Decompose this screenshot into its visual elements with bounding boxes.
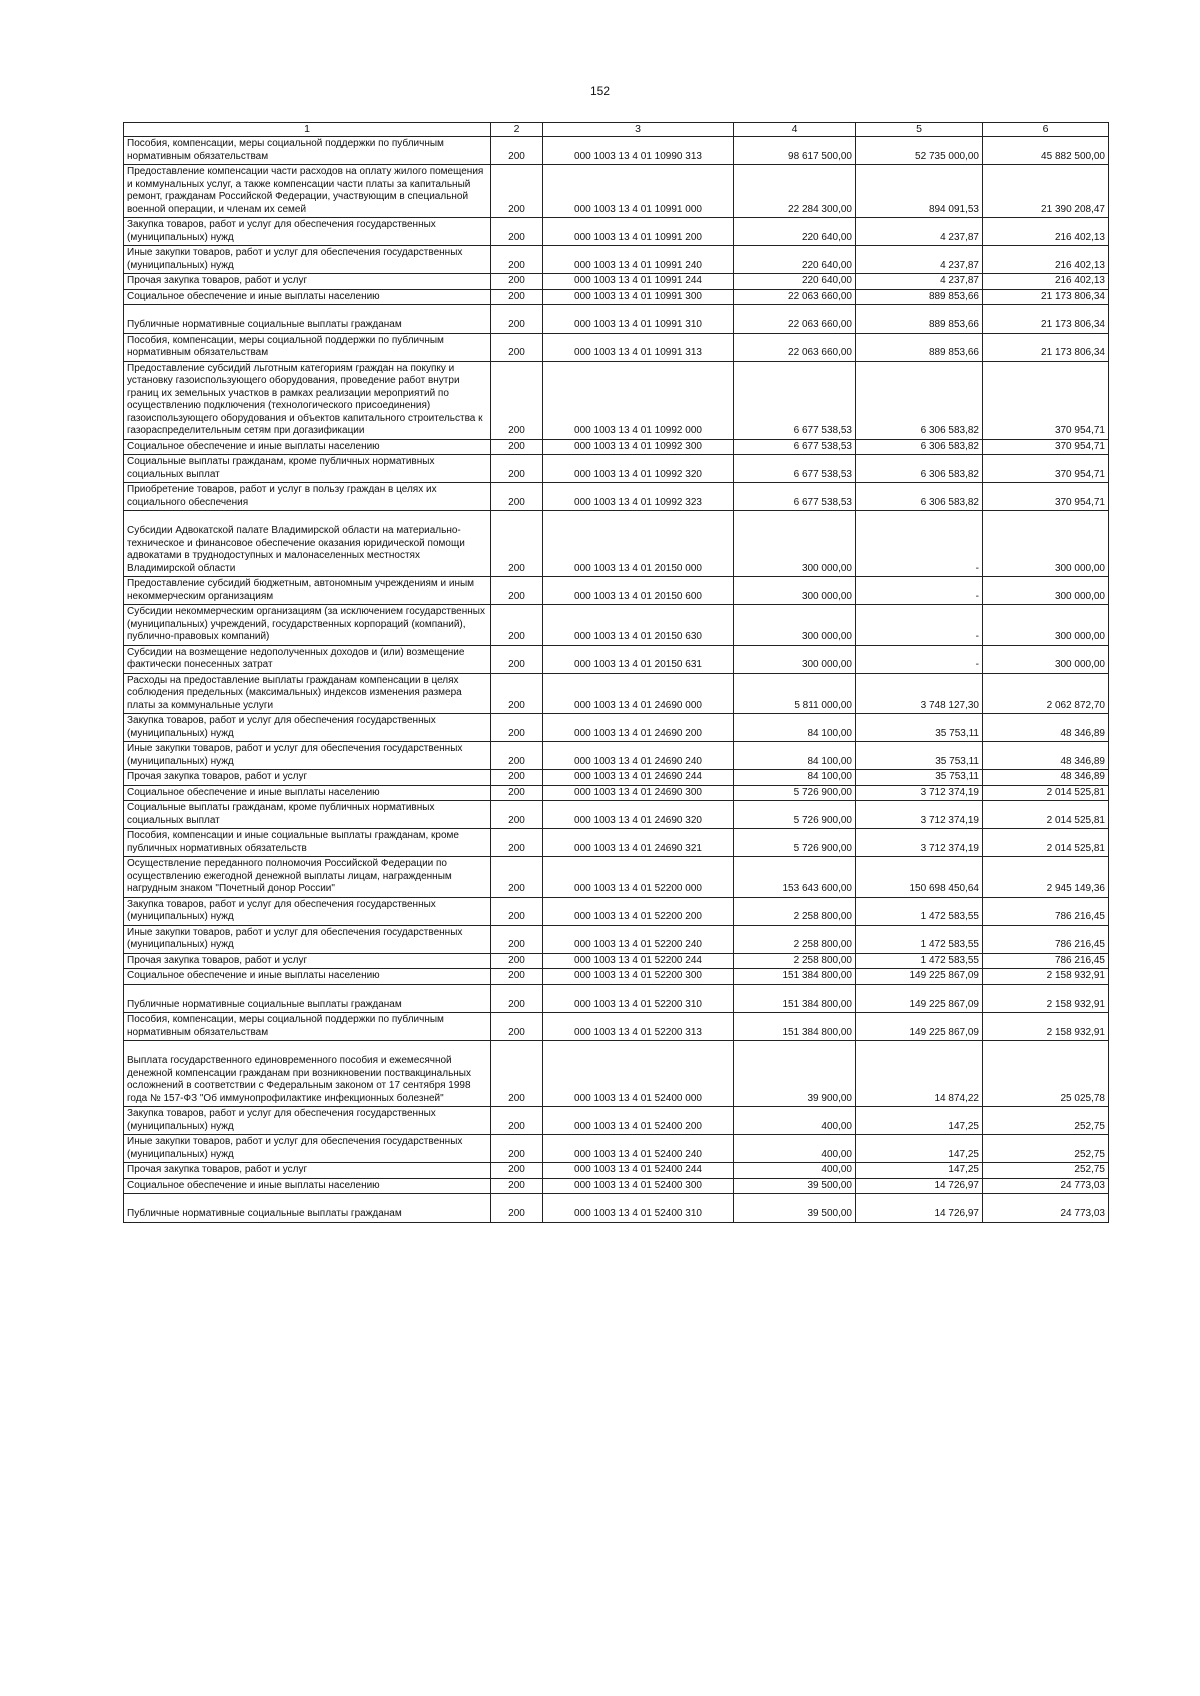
table-row (124, 969, 1109, 985)
column-header: 2 (491, 123, 543, 137)
row-code-cell: 000 1003 13 4 01 10991 244 (543, 274, 734, 290)
row-code-cell: 000 1003 13 4 01 52400 310 (543, 1194, 734, 1223)
row-column5-value: 1 472 583,55 (856, 953, 983, 969)
row-column4-value: 39 900,00 (734, 1041, 856, 1107)
row-column4-value: 6 677 538,53 (734, 483, 856, 511)
row-code-cell: 000 1003 13 4 01 24690 321 (543, 829, 734, 857)
row-name-cell: Социальное обеспечение и иные выплаты населению (124, 1178, 491, 1194)
row-column2-cell: 200 (491, 925, 543, 953)
table-row (124, 511, 1109, 577)
table-row (124, 801, 1109, 829)
row-column4-value: 98 617 500,00 (734, 137, 856, 165)
row-code-cell: 000 1003 13 4 01 52400 200 (543, 1107, 734, 1135)
row-column6-value: 2 158 932,91 (983, 969, 1109, 985)
row-column6-value: 2 158 932,91 (983, 1013, 1109, 1041)
row-column6-value: 2 945 149,36 (983, 857, 1109, 898)
table-row (124, 439, 1109, 455)
row-name-cell: Пособия, компенсации, меры социальной поддержки по публичным нормативным обязательствам (124, 137, 491, 165)
row-code-cell: 000 1003 13 4 01 52200 244 (543, 953, 734, 969)
row-name-cell: Пособия, компенсации, меры социальной поддержки по публичным нормативным обязательствам (124, 1013, 491, 1041)
table-row (124, 673, 1109, 714)
row-column2-cell: 200 (491, 857, 543, 898)
row-column5-value: 6 306 583,82 (856, 439, 983, 455)
row-column4-value: 400,00 (734, 1135, 856, 1163)
row-column5-value: 3 712 374,19 (856, 829, 983, 857)
row-column2-cell: 200 (491, 1194, 543, 1223)
row-name-cell: Приобретение товаров, работ и услуг в пользу граждан в целях их социального обеспечения (124, 483, 491, 511)
row-code-cell: 000 1003 13 4 01 24690 300 (543, 785, 734, 801)
row-column2-cell: 200 (491, 1163, 543, 1179)
row-column2-cell: 200 (491, 801, 543, 829)
row-column2-cell: 200 (491, 305, 543, 334)
row-column6-value: 25 025,78 (983, 1041, 1109, 1107)
row-column6-value: 370 954,71 (983, 483, 1109, 511)
row-column5-value: 35 753,11 (856, 714, 983, 742)
row-code-cell: 000 1003 13 4 01 52400 300 (543, 1178, 734, 1194)
row-column5-value: - (856, 645, 983, 673)
row-column2-cell: 200 (491, 984, 543, 1013)
row-column6-value: 370 954,71 (983, 455, 1109, 483)
row-column6-value: 2 062 872,70 (983, 673, 1109, 714)
row-column4-value: 5 726 900,00 (734, 785, 856, 801)
table-body (124, 137, 1109, 1223)
table-row (124, 165, 1109, 218)
row-code-cell: 000 1003 13 4 01 20150 600 (543, 577, 734, 605)
row-column2-cell: 200 (491, 714, 543, 742)
row-column4-value: 151 384 800,00 (734, 1013, 856, 1041)
row-column2-cell: 200 (491, 165, 543, 218)
row-name-cell: Иные закупки товаров, работ и услуг для обеспечения государственных (муниципальных) нужд (124, 742, 491, 770)
row-code-cell: 000 1003 13 4 01 52200 000 (543, 857, 734, 898)
row-code-cell: 000 1003 13 4 01 10991 300 (543, 289, 734, 305)
table-row (124, 305, 1109, 334)
row-column6-value: 24 773,03 (983, 1178, 1109, 1194)
row-column2-cell: 200 (491, 455, 543, 483)
row-code-cell: 000 1003 13 4 01 10991 240 (543, 246, 734, 274)
row-column4-value: 300 000,00 (734, 511, 856, 577)
row-column6-value: 2 014 525,81 (983, 829, 1109, 857)
row-code-cell: 000 1003 13 4 01 10991 200 (543, 218, 734, 246)
table-row (124, 361, 1109, 439)
row-column6-value: 300 000,00 (983, 605, 1109, 646)
row-name-cell: Пособия, компенсации и иные социальные выплаты гражданам, кроме публичных нормативных обязательств (124, 829, 491, 857)
row-column4-value: 39 500,00 (734, 1178, 856, 1194)
table-row (124, 742, 1109, 770)
row-code-cell: 000 1003 13 4 01 10992 320 (543, 455, 734, 483)
row-code-cell: 000 1003 13 4 01 20150 000 (543, 511, 734, 577)
row-code-cell: 000 1003 13 4 01 24690 244 (543, 770, 734, 786)
row-column4-value: 153 643 600,00 (734, 857, 856, 898)
row-column2-cell: 200 (491, 969, 543, 985)
table-row (124, 455, 1109, 483)
row-column6-value: 786 216,45 (983, 897, 1109, 925)
row-code-cell: 000 1003 13 4 01 24690 000 (543, 673, 734, 714)
row-column6-value: 252,75 (983, 1135, 1109, 1163)
row-code-cell: 000 1003 13 4 01 10991 313 (543, 333, 734, 361)
row-code-cell: 000 1003 13 4 01 52400 000 (543, 1041, 734, 1107)
row-column6-value: 300 000,00 (983, 511, 1109, 577)
row-column4-value: 2 258 800,00 (734, 953, 856, 969)
row-column5-value: 3 748 127,30 (856, 673, 983, 714)
row-column4-value: 22 063 660,00 (734, 333, 856, 361)
row-name-cell: Социальное обеспечение и иные выплаты населению (124, 969, 491, 985)
row-column2-cell: 200 (491, 953, 543, 969)
row-code-cell: 000 1003 13 4 01 10992 000 (543, 361, 734, 439)
row-column4-value: 400,00 (734, 1107, 856, 1135)
row-column5-value: 3 712 374,19 (856, 785, 983, 801)
row-code-cell: 000 1003 13 4 01 52400 244 (543, 1163, 734, 1179)
row-column4-value: 22 063 660,00 (734, 305, 856, 334)
row-column5-value: 14 726,97 (856, 1194, 983, 1223)
row-column4-value: 22 063 660,00 (734, 289, 856, 305)
table-row (124, 770, 1109, 786)
row-column5-value: 1 472 583,55 (856, 925, 983, 953)
row-column2-cell: 200 (491, 605, 543, 646)
table-row (124, 605, 1109, 646)
row-column4-value: 220 640,00 (734, 274, 856, 290)
row-column2-cell: 200 (491, 218, 543, 246)
row-column4-value: 6 677 538,53 (734, 361, 856, 439)
row-column6-value: 370 954,71 (983, 439, 1109, 455)
row-column2-cell: 200 (491, 274, 543, 290)
row-column4-value: 22 284 300,00 (734, 165, 856, 218)
row-column5-value: - (856, 605, 983, 646)
row-column4-value: 151 384 800,00 (734, 969, 856, 985)
row-code-cell: 000 1003 13 4 01 10992 300 (543, 439, 734, 455)
table-row (124, 829, 1109, 857)
row-column6-value: 252,75 (983, 1163, 1109, 1179)
row-name-cell: Субсидии Адвокатской палате Владимирской области на материально-техническое и финансовое обеспечение оказания юридической помощи адвокатами в труднодоступных и малонаселенных местностях Владимирской области (124, 511, 491, 577)
row-column4-value: 6 677 538,53 (734, 455, 856, 483)
row-column6-value: 21 390 208,47 (983, 165, 1109, 218)
row-name-cell: Закупка товаров, работ и услуг для обеспечения государственных (муниципальных) нужд (124, 714, 491, 742)
table-row (124, 953, 1109, 969)
row-name-cell: Закупка товаров, работ и услуг для обеспечения государственных (муниципальных) нужд (124, 897, 491, 925)
table-row (124, 1163, 1109, 1179)
table-row (124, 897, 1109, 925)
row-name-cell: Социальные выплаты гражданам, кроме публичных нормативных социальных выплат (124, 455, 491, 483)
row-column6-value: 786 216,45 (983, 925, 1109, 953)
table-row (124, 483, 1109, 511)
row-name-cell: Социальное обеспечение и иные выплаты населению (124, 785, 491, 801)
table-row (124, 857, 1109, 898)
row-name-cell: Социальные выплаты гражданам, кроме публичных нормативных социальных выплат (124, 801, 491, 829)
row-column2-cell: 200 (491, 577, 543, 605)
row-name-cell: Прочая закупка товаров, работ и услуг (124, 953, 491, 969)
row-column5-value: 889 853,66 (856, 289, 983, 305)
row-column5-value: 149 225 867,09 (856, 969, 983, 985)
row-name-cell: Иные закупки товаров, работ и услуг для обеспечения государственных (муниципальных) нужд (124, 925, 491, 953)
row-column5-value: 35 753,11 (856, 770, 983, 786)
table-row (124, 218, 1109, 246)
row-name-cell: Субсидии некоммерческим организациям (за исключением государственных (муниципальных) учреждений, государственных корпораций (компаний), публично-правовых компаний) (124, 605, 491, 646)
row-column2-cell: 200 (491, 483, 543, 511)
row-name-cell: Пособия, компенсации, меры социальной поддержки по публичным нормативным обязательствам (124, 333, 491, 361)
table-row (124, 577, 1109, 605)
row-column2-cell: 200 (491, 742, 543, 770)
column-header: 1 (124, 123, 491, 137)
row-column2-cell: 200 (491, 673, 543, 714)
row-column2-cell: 200 (491, 1107, 543, 1135)
row-code-cell: 000 1003 13 4 01 52400 240 (543, 1135, 734, 1163)
row-column5-value: 4 237,87 (856, 218, 983, 246)
row-column2-cell: 200 (491, 645, 543, 673)
row-code-cell: 000 1003 13 4 01 20150 631 (543, 645, 734, 673)
table-row (124, 1194, 1109, 1223)
table-row (124, 1178, 1109, 1194)
row-code-cell: 000 1003 13 4 01 52200 200 (543, 897, 734, 925)
row-code-cell: 000 1003 13 4 01 10990 313 (543, 137, 734, 165)
table-row (124, 137, 1109, 165)
row-column4-value: 6 677 538,53 (734, 439, 856, 455)
row-column2-cell: 200 (491, 829, 543, 857)
row-column5-value: 147,25 (856, 1135, 983, 1163)
row-column5-value: 889 853,66 (856, 333, 983, 361)
row-code-cell: 000 1003 13 4 01 20150 630 (543, 605, 734, 646)
row-column4-value: 84 100,00 (734, 714, 856, 742)
row-code-cell: 000 1003 13 4 01 10991 000 (543, 165, 734, 218)
row-column6-value: 21 173 806,34 (983, 305, 1109, 334)
row-column5-value: 14 726,97 (856, 1178, 983, 1194)
row-name-cell: Публичные нормативные социальные выплаты гражданам (124, 984, 491, 1013)
row-code-cell: 000 1003 13 4 01 10992 323 (543, 483, 734, 511)
row-column5-value: 4 237,87 (856, 246, 983, 274)
row-name-cell: Закупка товаров, работ и услуг для обеспечения государственных (муниципальных) нужд (124, 218, 491, 246)
row-column5-value: 149 225 867,09 (856, 1013, 983, 1041)
table-row (124, 274, 1109, 290)
row-column4-value: 300 000,00 (734, 605, 856, 646)
row-column6-value: 21 173 806,34 (983, 333, 1109, 361)
row-column2-cell: 200 (491, 1135, 543, 1163)
column-header: 6 (983, 123, 1109, 137)
row-column5-value: 1 472 583,55 (856, 897, 983, 925)
row-name-cell: Осуществление переданного полномочия Российской Федерации по осуществлению ежегодной денежной выплаты лицам, награжденным нагрудным знаком "Почетный донор России" (124, 857, 491, 898)
row-column4-value: 220 640,00 (734, 218, 856, 246)
row-column5-value: 894 091,53 (856, 165, 983, 218)
row-name-cell: Публичные нормативные социальные выплаты гражданам (124, 305, 491, 334)
row-column6-value: 48 346,89 (983, 742, 1109, 770)
row-column4-value: 2 258 800,00 (734, 925, 856, 953)
row-column6-value: 2 014 525,81 (983, 785, 1109, 801)
row-name-cell: Социальное обеспечение и иные выплаты населению (124, 439, 491, 455)
table-row (124, 1013, 1109, 1041)
row-name-cell: Публичные нормативные социальные выплаты гражданам (124, 1194, 491, 1223)
budget-table (123, 122, 1109, 1223)
row-column6-value: 24 773,03 (983, 1194, 1109, 1223)
row-column5-value: - (856, 511, 983, 577)
row-name-cell: Предоставление компенсации части расходов на оплату жилого помещения и коммунальных услуг, а также компенсации части платы за капитальный ремонт, гражданам Российской Федерации, участвующим в специальной военной операции, и членам их семей (124, 165, 491, 218)
row-column4-value: 5 726 900,00 (734, 801, 856, 829)
row-column2-cell: 200 (491, 246, 543, 274)
row-column5-value: 14 874,22 (856, 1041, 983, 1107)
row-name-cell: Предоставление субсидий льготным категориям граждан на покупку и установку газоиспользующего оборудования, проведение работ внутри границ их земельных участков в рамках реализации мероприятий по осуществлению подключения (технологического присоединения) газоиспользующего оборудования и объектов капитального строительства к газораспределительным сетям при догазификации (124, 361, 491, 439)
row-column6-value: 216 402,13 (983, 218, 1109, 246)
row-column6-value: 300 000,00 (983, 577, 1109, 605)
row-name-cell: Расходы на предоставление выплаты гражданам компенсации в целях соблюдения предельных (максимальных) индексов изменения размера платы за коммунальные услуги (124, 673, 491, 714)
row-column6-value: 370 954,71 (983, 361, 1109, 439)
row-column4-value: 220 640,00 (734, 246, 856, 274)
row-code-cell: 000 1003 13 4 01 52200 240 (543, 925, 734, 953)
row-code-cell: 000 1003 13 4 01 52200 300 (543, 969, 734, 985)
column-header: 5 (856, 123, 983, 137)
column-header: 3 (543, 123, 734, 137)
row-name-cell: Прочая закупка товаров, работ и услуг (124, 770, 491, 786)
row-column2-cell: 200 (491, 137, 543, 165)
row-column4-value: 400,00 (734, 1163, 856, 1179)
row-column6-value: 300 000,00 (983, 645, 1109, 673)
row-column2-cell: 200 (491, 1041, 543, 1107)
row-name-cell: Прочая закупка товаров, работ и услуг (124, 274, 491, 290)
row-column6-value: 786 216,45 (983, 953, 1109, 969)
row-column6-value: 2 014 525,81 (983, 801, 1109, 829)
table-row (124, 925, 1109, 953)
table-row (124, 289, 1109, 305)
column-header: 4 (734, 123, 856, 137)
table-header-row (124, 123, 1109, 137)
row-name-cell: Предоставление субсидий бюджетным, автономным учреждениям и иным некоммерческим организациям (124, 577, 491, 605)
row-column6-value: 45 882 500,00 (983, 137, 1109, 165)
row-name-cell: Прочая закупка товаров, работ и услуг (124, 1163, 491, 1179)
table-row (124, 645, 1109, 673)
row-column5-value: 3 712 374,19 (856, 801, 983, 829)
row-column5-value: - (856, 577, 983, 605)
row-column2-cell: 200 (491, 770, 543, 786)
row-column6-value: 216 402,13 (983, 274, 1109, 290)
row-column4-value: 300 000,00 (734, 577, 856, 605)
table-row (124, 984, 1109, 1013)
row-column6-value: 48 346,89 (983, 770, 1109, 786)
row-code-cell: 000 1003 13 4 01 10991 310 (543, 305, 734, 334)
row-name-cell: Иные закупки товаров, работ и услуг для обеспечения государственных (муниципальных) нужд (124, 246, 491, 274)
table-row (124, 1135, 1109, 1163)
row-code-cell: 000 1003 13 4 01 52200 313 (543, 1013, 734, 1041)
row-column4-value: 39 500,00 (734, 1194, 856, 1223)
row-name-cell: Иные закупки товаров, работ и услуг для обеспечения государственных (муниципальных) нужд (124, 1135, 491, 1163)
row-column4-value: 84 100,00 (734, 770, 856, 786)
row-column5-value: 147,25 (856, 1107, 983, 1135)
row-name-cell: Выплата государственного единовременного пособия и ежемесячной денежной компенсации гражданам при возникновении поствакцинальных осложнений в соответствии с Федеральным законом от 17 сентября 1998 года № 157-ФЗ "Об иммунопрофилактике инфекционных болезней" (124, 1041, 491, 1107)
row-column5-value: 35 753,11 (856, 742, 983, 770)
row-column2-cell: 200 (491, 1013, 543, 1041)
page-number: 152 (589, 84, 611, 98)
row-name-cell: Закупка товаров, работ и услуг для обеспечения государственных (муниципальных) нужд (124, 1107, 491, 1135)
row-column2-cell: 200 (491, 785, 543, 801)
row-column2-cell: 200 (491, 361, 543, 439)
row-column6-value: 252,75 (983, 1107, 1109, 1135)
row-column5-value: 52 735 000,00 (856, 137, 983, 165)
row-code-cell: 000 1003 13 4 01 24690 320 (543, 801, 734, 829)
row-column4-value: 5 811 000,00 (734, 673, 856, 714)
row-column2-cell: 200 (491, 897, 543, 925)
row-column5-value: 6 306 583,82 (856, 483, 983, 511)
row-name-cell: Субсидии на возмещение недополученных доходов и (или) возмещение фактически понесенных затрат (124, 645, 491, 673)
row-column5-value: 149 225 867,09 (856, 984, 983, 1013)
row-column4-value: 84 100,00 (734, 742, 856, 770)
row-code-cell: 000 1003 13 4 01 24690 240 (543, 742, 734, 770)
row-column5-value: 889 853,66 (856, 305, 983, 334)
row-name-cell: Социальное обеспечение и иные выплаты населению (124, 289, 491, 305)
row-column4-value: 151 384 800,00 (734, 984, 856, 1013)
row-column5-value: 150 698 450,64 (856, 857, 983, 898)
row-column4-value: 2 258 800,00 (734, 897, 856, 925)
table-row (124, 333, 1109, 361)
row-code-cell: 000 1003 13 4 01 52200 310 (543, 984, 734, 1013)
row-column6-value: 2 158 932,91 (983, 984, 1109, 1013)
row-code-cell: 000 1003 13 4 01 24690 200 (543, 714, 734, 742)
row-column5-value: 4 237,87 (856, 274, 983, 290)
row-column5-value: 147,25 (856, 1163, 983, 1179)
table-row (124, 1041, 1109, 1107)
row-column2-cell: 200 (491, 289, 543, 305)
row-column4-value: 300 000,00 (734, 645, 856, 673)
table-row (124, 785, 1109, 801)
row-column6-value: 48 346,89 (983, 714, 1109, 742)
table-row (124, 1107, 1109, 1135)
row-column4-value: 5 726 900,00 (734, 829, 856, 857)
row-column6-value: 21 173 806,34 (983, 289, 1109, 305)
row-column2-cell: 200 (491, 1178, 543, 1194)
row-column5-value: 6 306 583,82 (856, 361, 983, 439)
row-column2-cell: 200 (491, 333, 543, 361)
row-column6-value: 216 402,13 (983, 246, 1109, 274)
row-column2-cell: 200 (491, 439, 543, 455)
row-column5-value: 6 306 583,82 (856, 455, 983, 483)
table-row (124, 714, 1109, 742)
table-row (124, 246, 1109, 274)
row-column2-cell: 200 (491, 511, 543, 577)
